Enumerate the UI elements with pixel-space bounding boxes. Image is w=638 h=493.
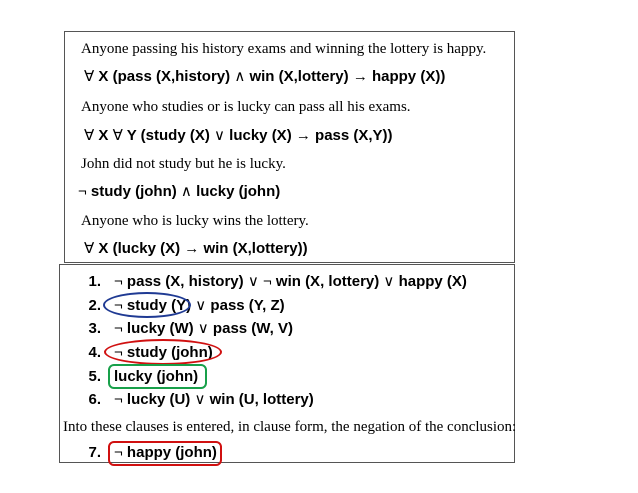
clause-number: 4. xyxy=(88,344,101,361)
not-symbol: ¬ xyxy=(78,183,87,200)
premise-4-logic: ∀ X (lucky (X) → win (X,lottery)) xyxy=(84,240,308,257)
clause-5: lucky (john) xyxy=(114,368,199,385)
implies-symbol: → xyxy=(295,127,311,144)
clause-number: 2. xyxy=(88,297,101,314)
forall-symbol: ∀ xyxy=(112,127,123,144)
clause-4: ¬ study (john) xyxy=(114,344,213,361)
forall-symbol: ∀ xyxy=(84,68,95,85)
premise-2-logic: ∀ X ∀ Y (study (X) ∨ lucky (X) → pass (X,Y)) xyxy=(84,127,393,144)
premise-1-logic: ∀ X (pass (X,history) ∧ win (X,lottery) → happy (X)) xyxy=(84,68,446,85)
clause-3: ¬ lucky (W) ∨ pass (W, V) xyxy=(114,320,293,337)
clause-6: ¬ lucky (U) ∨ win (U, lottery) xyxy=(114,391,314,408)
clause-2: ¬ study (Y) ∨ pass (Y, Z) xyxy=(114,297,285,314)
premise-3-english: John did not study but he is lucky. xyxy=(81,156,286,172)
implies-symbol: → xyxy=(184,240,200,257)
forall-symbol: ∀ xyxy=(84,127,95,144)
clause-1: ¬ pass (X, history) ∨ ¬ win (X, lottery) ∨ happy (X) xyxy=(114,273,467,290)
premise-1-english: Anyone passing his history exams and winning the lottery is happy. xyxy=(81,41,487,57)
clause-7-negated-conclusion: ¬ happy (john) xyxy=(114,444,217,461)
clause-number: 6. xyxy=(88,391,101,408)
or-symbol: ∨ xyxy=(214,127,225,144)
premise-2-english: Anyone who studies or is lucky can pass all his exams. xyxy=(81,99,411,115)
and-symbol: ∧ xyxy=(234,68,246,85)
clause-number: 7. xyxy=(88,444,101,461)
premise-4-english: Anyone who is lucky wins the lottery. xyxy=(81,213,309,229)
implies-symbol: → xyxy=(352,68,368,85)
clause-number: 3. xyxy=(88,320,101,337)
conclusion-note: Into these clauses is entered, in clause form, the negation of the conclusion: xyxy=(63,419,517,435)
and-symbol: ∧ xyxy=(180,183,192,200)
forall-symbol: ∀ xyxy=(84,240,95,257)
premise-3-logic: ¬ study (john) ∧ lucky (john) xyxy=(78,183,281,200)
clause-number: 5. xyxy=(88,368,101,385)
clause-number: 1. xyxy=(88,273,101,290)
